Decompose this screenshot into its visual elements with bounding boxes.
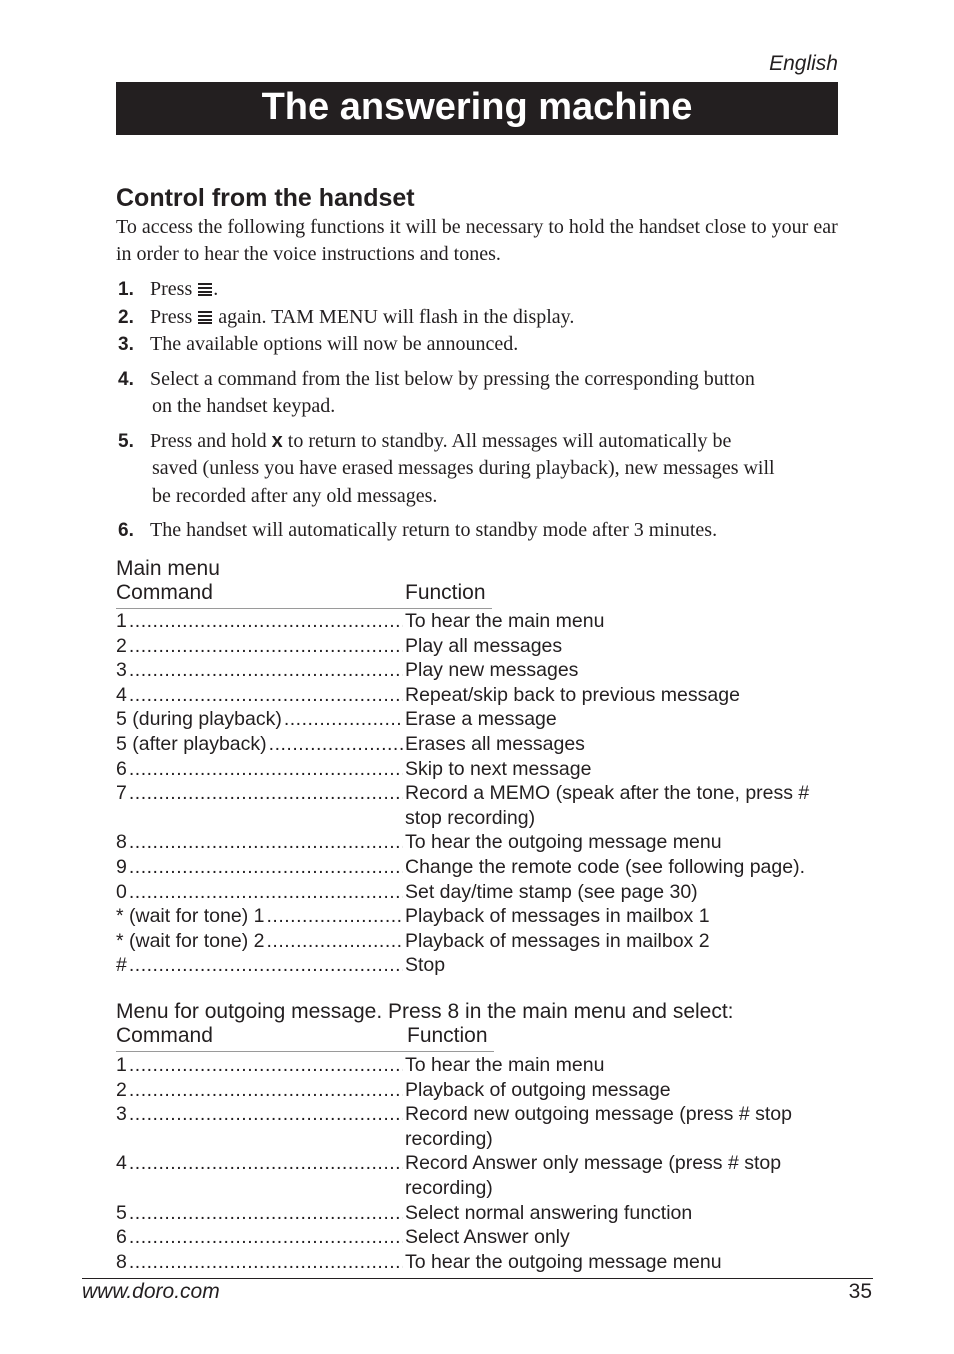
function-cell (405, 634, 838, 659)
outgoing-menu-table (116, 1053, 838, 1274)
command-key: 4 (116, 1152, 127, 1175)
table-row (116, 707, 838, 732)
header-rule (116, 1051, 494, 1052)
command-cell (116, 953, 405, 978)
intro-paragraph: To access the following functions it will be necessary to hold the handset close to your ear in order to hear the voice instructions and tones. (116, 216, 838, 265)
function-cell (405, 880, 838, 905)
table-row (116, 658, 838, 683)
function-text: To hear the outgoing message menu (405, 1250, 722, 1273)
command-key: 8 (116, 831, 127, 854)
step-text: The handset will automatically return to standby mode after 3 minutes. (150, 519, 718, 541)
function-text: Playback of messages in mailbox 1 (405, 905, 710, 928)
function-cell (405, 1250, 838, 1275)
end-key-icon: x (271, 429, 283, 452)
function-text: Skip to next message (405, 757, 592, 780)
command-key: 2 (116, 634, 127, 657)
dot-leader (129, 855, 403, 880)
command-cell (116, 707, 405, 732)
function-text: Select Answer only (405, 1226, 570, 1249)
function-cell (405, 1078, 838, 1103)
function-cell (405, 707, 838, 732)
table-row (116, 1225, 838, 1250)
dot-leader (129, 830, 403, 855)
table-row (116, 904, 838, 929)
step-text-continued: saved (unless you have erased messages during playback), new messages will (152, 457, 775, 479)
function-cell (405, 658, 838, 683)
command-key: 3 (116, 1103, 127, 1126)
command-cell (116, 929, 405, 954)
function-text: Erase a message (405, 708, 557, 731)
main-menu-table (116, 609, 838, 978)
command-cell (116, 609, 405, 634)
footer-rule (82, 1278, 873, 1279)
step-1 (116, 276, 838, 304)
function-cell (405, 929, 838, 954)
dot-leader (129, 1102, 403, 1151)
table-row (116, 855, 838, 880)
command-key: 8 (116, 1250, 127, 1273)
command-key: 5 (during playback) (116, 708, 282, 731)
command-key: 2 (116, 1078, 127, 1101)
step-number: 4. (118, 368, 134, 390)
function-text: Set day/time stamp (see page 30) (405, 880, 698, 903)
function-text: Select normal answering function (405, 1201, 693, 1224)
table-row (116, 732, 838, 757)
function-text: Erases all messages (405, 732, 585, 755)
function-text-continued: recording) (405, 1127, 493, 1150)
table-row (116, 953, 838, 978)
function-header: Function (407, 1024, 488, 1047)
command-key: * (wait for tone) 2 (116, 929, 265, 952)
function-cell (405, 855, 838, 880)
dot-leader (129, 953, 403, 978)
function-cell (405, 1225, 838, 1250)
command-key: 7 (116, 782, 127, 805)
command-cell (116, 732, 405, 757)
command-key: 5 (116, 1201, 127, 1224)
command-cell (116, 830, 405, 855)
step-4 (116, 366, 838, 421)
step-6 (116, 517, 838, 545)
step-text: The available options will now be announced. (150, 333, 519, 355)
dot-leader (129, 658, 403, 683)
command-cell (116, 1225, 405, 1250)
footer-website: www.doro.com (82, 1280, 220, 1303)
function-cell (405, 904, 838, 929)
step-text-continued: on the handset keypad. (152, 395, 336, 417)
dot-leader (129, 781, 403, 830)
command-header: Command (116, 1024, 213, 1047)
function-text: Playback of messages in mailbox 2 (405, 929, 710, 952)
command-key: 1 (116, 1054, 127, 1076)
step-number: 3. (118, 334, 134, 355)
function-text: Playback of outgoing message (405, 1078, 671, 1101)
command-cell (116, 1151, 405, 1200)
dot-leader (269, 732, 403, 757)
table-row (116, 1201, 838, 1226)
table-row (116, 634, 838, 659)
function-text-continued: stop recording) (405, 806, 536, 829)
table-row (116, 1151, 838, 1200)
dot-leader (129, 1078, 403, 1103)
table-row (116, 1078, 838, 1103)
function-text: Play new messages (405, 659, 579, 682)
step-text: Select a command from the list below by pressing the corresponding button (150, 367, 755, 390)
function-cell (405, 609, 838, 634)
step-number: 5. (118, 430, 134, 452)
section-title: Control from the handset (116, 184, 415, 212)
command-cell (116, 1102, 405, 1151)
dot-leader (129, 634, 403, 659)
dot-leader (266, 929, 403, 954)
dot-leader (129, 1250, 403, 1275)
function-text: Play all messages (405, 634, 563, 657)
dot-leader (129, 683, 403, 708)
page-number: 35 (848, 1280, 872, 1303)
table-row (116, 1053, 838, 1078)
step-number: 2. (118, 306, 134, 328)
function-cell (405, 1053, 838, 1078)
dot-leader (129, 1151, 403, 1200)
step-text: again. TAM MENU will flash in the display. (213, 305, 575, 328)
command-cell (116, 1078, 405, 1103)
steps-list (116, 276, 838, 545)
step-3 (116, 331, 838, 359)
title-bar (116, 82, 838, 135)
command-cell (116, 855, 405, 880)
step-number: 1. (118, 279, 134, 300)
page-title: The answering machine (261, 86, 693, 128)
table-row (116, 683, 838, 708)
table-row (116, 880, 838, 905)
step-text: . (213, 278, 219, 300)
step-2 (116, 304, 838, 332)
dot-leader (129, 757, 403, 782)
function-text: To hear the main menu (405, 610, 605, 632)
command-key: 4 (116, 683, 127, 706)
table-row (116, 830, 838, 855)
language-label: English (769, 52, 838, 75)
command-key: 1 (116, 610, 127, 632)
dot-leader (129, 880, 403, 905)
command-key: 6 (116, 757, 127, 780)
command-header: Command (116, 581, 213, 604)
step-number: 6. (118, 520, 134, 541)
step-text: Press (150, 278, 198, 300)
function-text: Record new outgoing message (press # stop (405, 1103, 792, 1126)
command-key: 5 (after playback) (116, 732, 267, 755)
command-key: 9 (116, 855, 127, 878)
function-text: Repeat/skip back to previous message (405, 683, 740, 706)
main-menu-label: Main menu (116, 557, 220, 580)
dot-leader (129, 1201, 403, 1226)
function-header: Function (405, 581, 486, 604)
command-cell (116, 904, 405, 929)
command-key: 0 (116, 880, 127, 903)
function-cell (405, 1151, 838, 1200)
step-5 (116, 428, 838, 511)
step-text: Press (150, 305, 198, 328)
function-cell (405, 830, 838, 855)
table-row (116, 757, 838, 782)
dot-leader (266, 904, 403, 929)
function-cell (405, 953, 838, 978)
command-cell (116, 634, 405, 659)
function-text: Stop (405, 954, 446, 977)
dot-leader (129, 609, 403, 634)
command-key: * (wait for tone) 1 (116, 905, 265, 928)
command-cell (116, 683, 405, 708)
command-cell (116, 658, 405, 683)
function-text-continued: recording) (405, 1176, 493, 1199)
command-cell (116, 880, 405, 905)
outgoing-menu-label: Menu for outgoing message. Press 8 in the main menu and select: (116, 1000, 734, 1023)
command-key: 6 (116, 1226, 127, 1249)
table-row (116, 781, 838, 830)
table-row (116, 929, 838, 954)
step-text-continued: be recorded after any old messages. (152, 484, 438, 507)
menu-icon (197, 282, 213, 296)
function-cell (405, 781, 838, 830)
dot-leader (129, 1053, 403, 1078)
table-row (116, 609, 838, 634)
command-key: # (116, 954, 127, 977)
function-text: Record a MEMO (speak after the tone, press # (405, 782, 810, 805)
command-cell (116, 1053, 405, 1078)
command-cell (116, 757, 405, 782)
command-cell (116, 781, 405, 830)
function-text: To hear the outgoing message menu (405, 831, 722, 854)
command-cell (116, 1250, 405, 1275)
dot-leader (129, 1225, 403, 1250)
step-text: to return to standby. All messages will automatically be (282, 429, 732, 452)
command-cell (116, 1201, 405, 1226)
menu-icon (197, 310, 213, 324)
dot-leader (284, 707, 403, 732)
table-row (116, 1102, 838, 1151)
step-text: Press and hold (150, 429, 272, 452)
function-cell (405, 757, 838, 782)
function-cell (405, 1201, 838, 1226)
function-cell (405, 1102, 838, 1151)
function-text: Record Answer only message (press # stop (405, 1152, 782, 1175)
function-cell (405, 732, 838, 757)
function-text: To hear the main menu (405, 1054, 605, 1076)
function-cell (405, 683, 838, 708)
command-key: 3 (116, 659, 127, 682)
function-text: Change the remote code (see following page). (405, 855, 805, 878)
table-row (116, 1250, 838, 1275)
